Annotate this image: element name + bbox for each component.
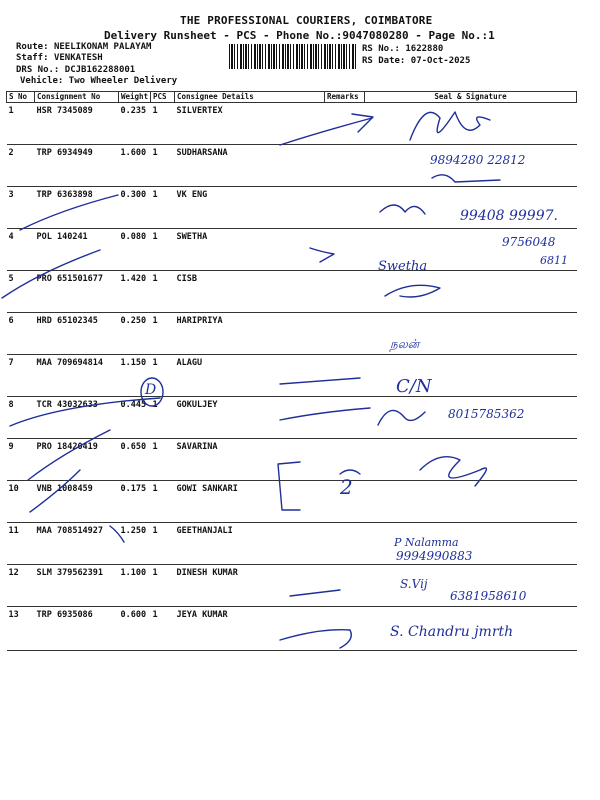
cell-weight: 1.420 <box>119 271 151 313</box>
cell-consignee: SUDHARSANA <box>175 145 325 187</box>
cell-pcs: 1 <box>151 229 175 271</box>
drs-line <box>16 65 135 75</box>
cell-remarks <box>325 481 365 523</box>
cell-signature <box>365 313 577 355</box>
cell-sno: 9 <box>7 439 35 481</box>
drs-value: DCJB162288001 <box>64 65 136 75</box>
cell-consignee: HARIPRIYA <box>175 313 325 355</box>
row8-phone: 8015785362 <box>448 407 525 421</box>
row4-extra: 9756048 <box>502 235 556 249</box>
cell-sno: 7 <box>7 355 35 397</box>
cell-signature <box>365 229 577 271</box>
rs-no-value: 1622880 <box>405 44 444 54</box>
cell-weight: 1.100 <box>119 565 151 607</box>
cell-pcs: 1 <box>151 523 175 565</box>
consignment-table <box>6 91 577 651</box>
cell-signature <box>365 271 577 313</box>
cell-consignee: VK ENG <box>175 187 325 229</box>
cell-weight: 0.175 <box>119 481 151 523</box>
cell-sno: 12 <box>7 565 35 607</box>
table-row <box>7 103 577 145</box>
cell-consignee: JEYA KUMAR <box>175 607 325 651</box>
col-remarks: Remarks <box>325 92 365 103</box>
cell-pcs: 1 <box>151 313 175 355</box>
cell-consignment: HSR 7345089 <box>35 103 119 145</box>
col-pcs: PCS <box>151 92 175 103</box>
cell-signature <box>365 355 577 397</box>
cell-consignment: MAA 709694814 <box>35 355 119 397</box>
cell-pcs: 1 <box>151 145 175 187</box>
cell-consignment: PRO 18420419 <box>35 439 119 481</box>
cell-consignment: MAA 708514927 <box>35 523 119 565</box>
cell-pcs: 1 <box>151 481 175 523</box>
table-row <box>7 313 577 355</box>
cell-weight: 0.600 <box>119 607 151 651</box>
row6-sig: நலன் <box>390 337 420 351</box>
table-row <box>7 187 577 229</box>
cell-remarks <box>325 313 365 355</box>
cell-consignee: SAVARINA <box>175 439 325 481</box>
cell-remarks <box>325 439 365 481</box>
cell-remarks <box>325 229 365 271</box>
table-row <box>7 481 577 523</box>
table-row <box>7 271 577 313</box>
table-row <box>7 439 577 481</box>
cell-signature <box>365 187 577 229</box>
cell-consignment: TRP 6934949 <box>35 145 119 187</box>
cell-sno: 4 <box>7 229 35 271</box>
cell-pcs: 1 <box>151 607 175 651</box>
row2-phone: 9894280 22812 <box>430 153 526 167</box>
table-row <box>7 607 577 651</box>
table-row <box>7 565 577 607</box>
cell-consignee: GEETHANJALI <box>175 523 325 565</box>
cell-signature <box>365 607 577 651</box>
col-signature: Seal & Signature <box>365 92 577 103</box>
table-row <box>7 229 577 271</box>
cell-weight: 1.250 <box>119 523 151 565</box>
cell-consignee: SILVERTEX <box>175 103 325 145</box>
cell-consignment: VNB 1008459 <box>35 481 119 523</box>
table-row <box>7 355 577 397</box>
rs-date-line <box>362 56 470 66</box>
cell-weight: 1.600 <box>119 145 151 187</box>
cell-remarks <box>325 145 365 187</box>
cell-remarks <box>325 397 365 439</box>
cell-sno: 8 <box>7 397 35 439</box>
cell-pcs: 1 <box>151 355 175 397</box>
cell-weight: 0.650 <box>119 439 151 481</box>
cell-pcs: 1 <box>151 439 175 481</box>
rs-no-line <box>362 44 443 54</box>
cell-consignee: GOWI SANKARI <box>175 481 325 523</box>
cell-consignee: CISB <box>175 271 325 313</box>
vehicle-line <box>20 76 177 86</box>
cell-remarks <box>325 607 365 651</box>
staff-label: Staff: <box>16 53 49 63</box>
table-header-row <box>7 92 577 103</box>
table-row <box>7 145 577 187</box>
route-label: Route: <box>16 42 49 52</box>
cell-consignment: TRP 6363898 <box>35 187 119 229</box>
cell-remarks <box>325 565 365 607</box>
rs-date-label: RS Date: <box>362 56 406 66</box>
rs-no-label: RS No.: <box>362 44 400 54</box>
cell-weight: 0.250 <box>119 313 151 355</box>
cell-signature <box>365 523 577 565</box>
cell-weight: 0.080 <box>119 229 151 271</box>
col-consignee: Consignee Details <box>175 92 325 103</box>
company-title: THE PROFESSIONAL COURIERS, COIMBATORE <box>180 14 433 27</box>
row11-name: P Nalamma <box>394 536 459 549</box>
cell-weight: 0.300 <box>119 187 151 229</box>
cell-sno: 1 <box>7 103 35 145</box>
row12-phone: 6381958610 <box>450 589 527 603</box>
vehicle-value: Two Wheeler Delivery <box>68 76 178 86</box>
cell-remarks <box>325 271 365 313</box>
row4-name: Swetha <box>378 259 428 274</box>
cell-sno: 5 <box>7 271 35 313</box>
cell-pcs: 1 <box>151 397 175 439</box>
cell-signature <box>365 103 577 145</box>
vehicle-label: Vehicle: <box>20 76 64 86</box>
cell-consignee: SWETHA <box>175 229 325 271</box>
row11-phone: 9994990883 <box>396 549 473 563</box>
barcode <box>229 44 357 69</box>
cell-signature <box>365 439 577 481</box>
cell-consignment: SLM 379562391 <box>35 565 119 607</box>
table-row <box>7 397 577 439</box>
col-sno: S No <box>7 92 35 103</box>
cell-weight: 1.150 <box>119 355 151 397</box>
cell-remarks <box>325 523 365 565</box>
cell-consignment: TCR 43032633 <box>35 397 119 439</box>
cell-consignee: DINESH KUMAR <box>175 565 325 607</box>
row10-mark: 2 <box>340 475 353 499</box>
col-consignment: Consignment No <box>35 92 119 103</box>
cell-consignment: HRD 65102345 <box>35 313 119 355</box>
cell-remarks <box>325 187 365 229</box>
rs-date-value: 07-Oct-2025 <box>410 56 471 66</box>
row13-sig: S. Chandru jmrth <box>390 624 514 640</box>
cell-weight: 0.235 <box>119 103 151 145</box>
cell-sno: 11 <box>7 523 35 565</box>
cell-consignee: ALAGU <box>175 355 325 397</box>
cell-signature <box>365 145 577 187</box>
table-row <box>7 523 577 565</box>
cell-consignment: PRO 651501677 <box>35 271 119 313</box>
cell-signature <box>365 397 577 439</box>
cell-sno: 10 <box>7 481 35 523</box>
row7-note: C/N <box>396 376 432 397</box>
cell-sno: 6 <box>7 313 35 355</box>
row12-name: S.Vij <box>400 577 428 591</box>
cell-pcs: 1 <box>151 271 175 313</box>
cell-sno: 3 <box>7 187 35 229</box>
drs-label: DRS No.: <box>16 65 60 75</box>
cell-consignment: TRP 6935086 <box>35 607 119 651</box>
cell-pcs: 1 <box>151 187 175 229</box>
cell-sno: 13 <box>7 607 35 651</box>
cell-remarks <box>325 355 365 397</box>
circle-letter: D <box>145 382 157 398</box>
cell-remarks <box>325 103 365 145</box>
cell-signature <box>365 565 577 607</box>
cell-signature <box>365 481 577 523</box>
col-weight: Weight <box>119 92 151 103</box>
route-line <box>16 42 151 52</box>
runsheet-subtitle: Delivery Runsheet - PCS - Phone No.:9047080280 - Page No.:1 <box>104 29 495 42</box>
cell-consignee: GOKULJEY <box>175 397 325 439</box>
cell-sno: 2 <box>7 145 35 187</box>
row3-phone: 99408 99997. <box>460 208 558 224</box>
route-value: NEELIKONAM PALAYAM <box>53 42 152 52</box>
staff-line <box>16 53 103 63</box>
cell-pcs: 1 <box>151 103 175 145</box>
staff-value: VENKATESH <box>53 53 103 63</box>
row4-extra2: 6811 <box>540 254 568 267</box>
cell-consignment: POL 140241 <box>35 229 119 271</box>
cell-pcs: 1 <box>151 565 175 607</box>
cell-weight: 0.445 <box>119 397 151 439</box>
